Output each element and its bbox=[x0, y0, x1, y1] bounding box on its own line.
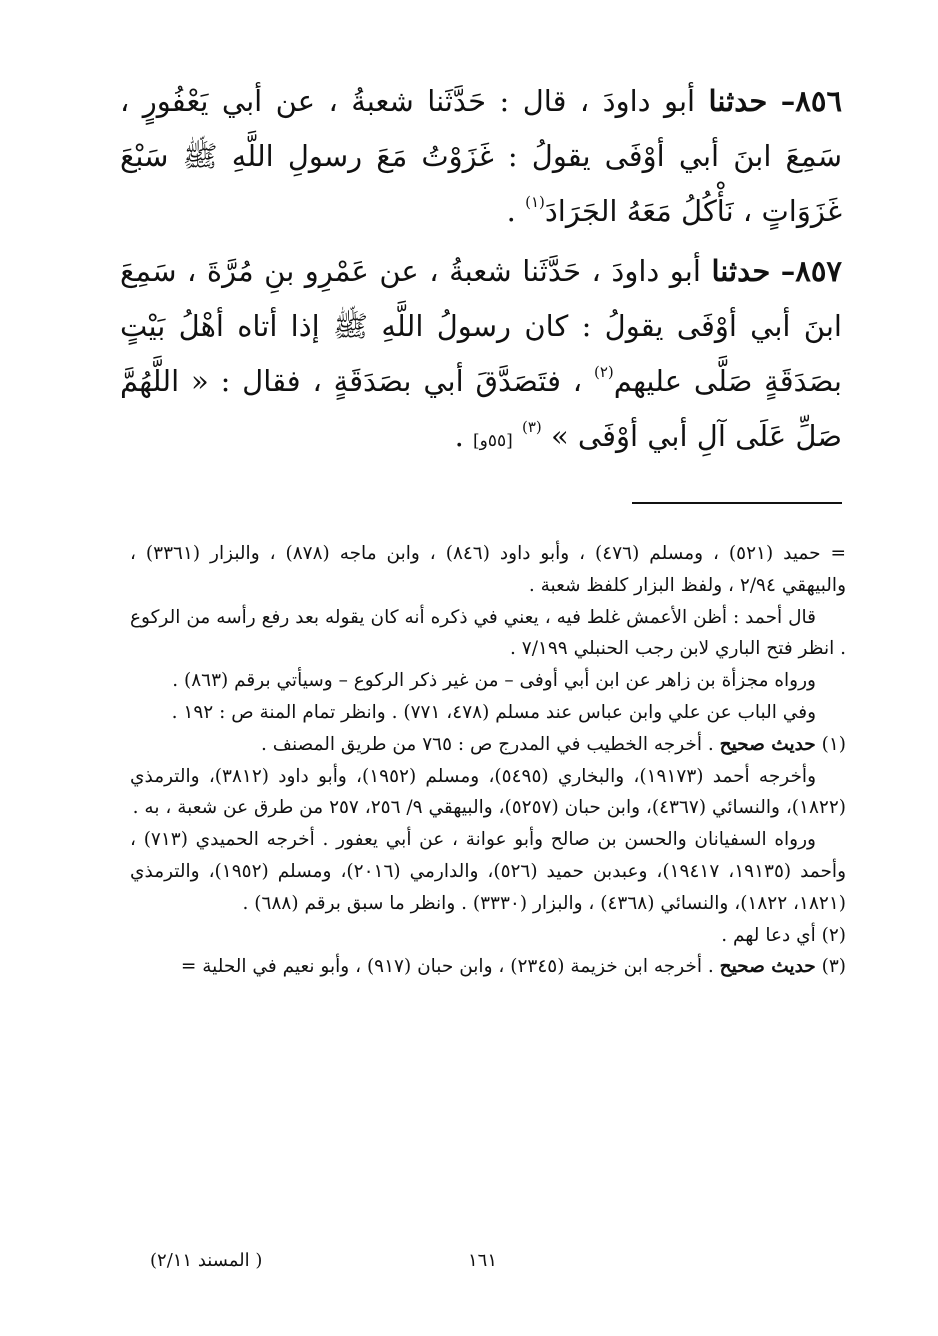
hadith-body: أبو داودَ ، قال : حَدَّثَنا شعبةُ ، عن أبي يَعْفُورٍ ، سَمِعَ ابنَ أبي أوْفَى يقولُ : غَزَوْتُ مَعَ رسولِ اللَّهِ ﷺ سَبْعَ غَزَوَاتٍ ، نَأْكُلُ مَعَهُ الجَرَادَ bbox=[120, 84, 842, 228]
footnote-text: . أخرجه ابن خزيمة (٢٣٤٥) ، وابن حبان (٩١٧) ، وأبو نعيم في الحلية = bbox=[180, 956, 714, 978]
footnote-paragraph: ورواه مجزأة بن زاهر عن ابن أبي أوفى – من غير ذكر الركوع – وسيأتي برقم (٨٦٣) . bbox=[172, 670, 816, 692]
footnote-label: (١) bbox=[821, 733, 846, 755]
footnote-1-paragraph-2: وأخرجه أحمد (١٩١٧٣)، والبخاري (٥٤٩٥)، ومسلم (١٩٥٢)، وأبو داود (٣٨١٢)، والترمذي (١٨٢٢)، والنسائي (٤٣٦٧)، وابن حبان (٥٢٥٧)، والبيهقي ٩/ ٢٥٦، ٢٥٧ من طرق عن شعبة ، به . bbox=[130, 765, 846, 819]
footnote-continuation: = حميد (٥٢١) ، ومسلم (٤٧٦) ، وأبو داود (٨٤٦) ، وابن ماجه (٨٧٨) ، والبزار (٣٣٦١) ، والبيهقي ٢/٩٤ ، ولفظ البزار كلفظ شعبة . bbox=[130, 543, 846, 596]
footnote-2: (٢) أي دعا لهم . bbox=[721, 924, 846, 946]
hadith-ending: . bbox=[454, 419, 473, 453]
footnote-paragraph: وفي الباب عن علي وابن عباس عند مسلم (٤٧٨، ٧٧١) . وانظر تمام المنة ص : ١٩٢ . bbox=[171, 701, 816, 723]
grading: حديث صحيح bbox=[719, 733, 816, 755]
footnote-label: (٣) bbox=[821, 956, 846, 978]
hadith-body-part1: أبو داودَ ، حَدَّثَنا شعبةُ ، عن عَمْرِو بنِ مُرَّةَ ، سَمِعَ ابنَ أبي أوْفَى يقولُ : كان رسولُ اللَّهِ ﷺ إذا أتاه أهْلُ بَيْتٍ بصَدَقَةٍ صَلَّى عليهم bbox=[120, 254, 843, 398]
footnote-1-paragraph-3: ورواه السفيانان والحسن بن صالح وأبو عوانة ، عن أبي يعفور . أخرجه الحميدي (٧١٣) ، وأحمد (١٩١٣٥، ١٩٤١٧)، وعبدبن حميد (٥٢٦)، والدارمي (٢٠١٦)، ومسلم (١٩٥٢)، والترمذي (١٨٢١، ١٨٢٢)، والنسائي (٤٣٦٨) ، والبزار (٣٣٣٠) . وانظر ما سبق برقم (٦٨٨) . bbox=[130, 829, 847, 914]
hadith-856 bbox=[120, 74, 842, 239]
footnote-3 bbox=[130, 951, 846, 983]
hadith-number: ٨٥٧– bbox=[780, 254, 842, 288]
hadith-857 bbox=[120, 244, 842, 469]
footnote-paragraph: قال أحمد : أظن الأعمش غلط فيه ، يعني في ذكره أنه كان يقوله بعد رفع رأسه من الركوع . انظر فتح الباري لابن رجب الحنبلي ٧/١٩٩ . bbox=[130, 606, 846, 660]
page-number: ١٦١ bbox=[468, 1250, 498, 1271]
hadith-857-text bbox=[120, 244, 842, 469]
narration-intro: حدثنا bbox=[708, 84, 768, 118]
signature-mark: ( المسند ٢/١١) bbox=[150, 1250, 263, 1271]
footnote-marker: (٢) bbox=[593, 363, 614, 381]
footnote-text: . أخرجه الخطيب في المدرج ص : ٧٦٥ من طريق المصنف . bbox=[261, 733, 714, 755]
footnote-separator bbox=[632, 502, 842, 504]
hadith-ending: . bbox=[506, 194, 526, 228]
footnote-marker: (١) bbox=[525, 193, 545, 211]
footnote-1 bbox=[130, 729, 846, 761]
footnote-marker: (٣) bbox=[521, 418, 542, 436]
narration-intro: حدثنا bbox=[711, 254, 771, 288]
folio-reference: [٥٥و] bbox=[473, 431, 513, 451]
hadith-856-text bbox=[120, 74, 842, 239]
hadith-number: ٨٥٦– bbox=[780, 84, 843, 118]
hadith-body-part2: ، فتَصَدَّقَ أبي بصَدَقَةٍ ، فقال : « اللَّهُمَّ صَلِّ عَلَى آلِ أبي أوْفَى » bbox=[120, 364, 842, 453]
grading: حديث صحيح bbox=[719, 956, 816, 978]
footnotes bbox=[130, 538, 846, 983]
